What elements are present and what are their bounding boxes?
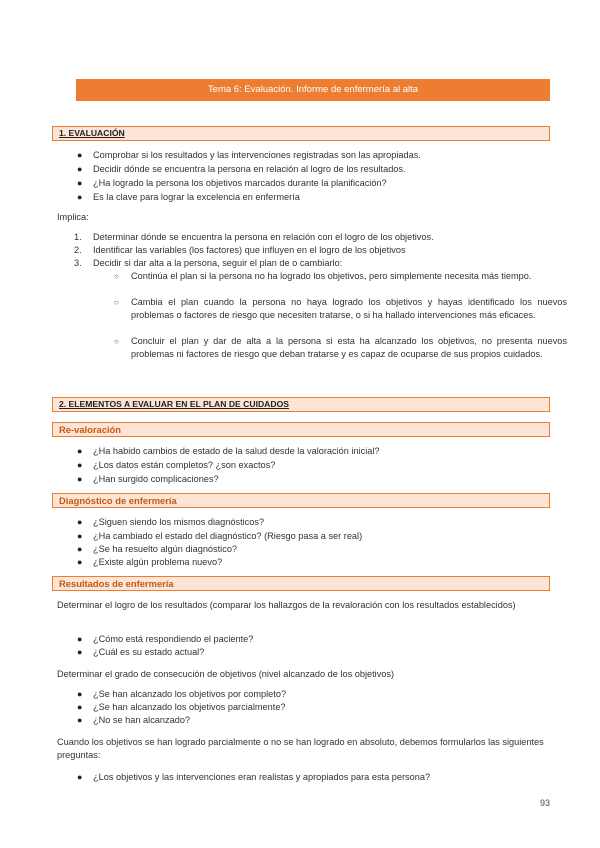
numbered-item <box>74 231 434 243</box>
circle-bullet-icon: ○ <box>114 298 119 307</box>
bullet-icon: ● <box>77 164 83 174</box>
bullet-icon: ● <box>77 557 83 567</box>
sub-list-item <box>114 296 567 322</box>
sub-list-item <box>114 335 567 361</box>
item-number: 2. <box>74 245 82 255</box>
list-item <box>77 646 205 658</box>
list-item <box>77 516 265 528</box>
list-item-text: ¿Ha logrado la persona los objetivos marcados durante la planificación? <box>93 178 387 188</box>
subsection-heading-resultados: Resultados de enfermería <box>52 576 550 591</box>
list-item-text: ¿Se han alcanzado los objetivos parcialmente? <box>93 702 286 712</box>
numbered-item-text: Determinar dónde se encuentra la persona en relación con el logro de los objetivos. <box>93 232 434 242</box>
list-item-text: ¿Se han alcanzado los objetivos por completo? <box>93 689 287 699</box>
numbered-item-text: Identificar las variables (los factores) que influyen en el logro de los objetivos <box>93 245 406 255</box>
bullet-icon: ● <box>77 531 83 541</box>
list-item <box>77 543 238 555</box>
subsection-heading-diagnostico: Diagnóstico de enfermería <box>52 493 550 508</box>
list-item <box>77 530 363 542</box>
list-item-text: ¿Ha habido cambios de estado de la salud desde la valoración inicial? <box>93 446 380 456</box>
bullet-icon: ● <box>77 647 83 657</box>
bullet-icon: ● <box>77 702 83 712</box>
list-item <box>77 688 287 700</box>
list-item <box>77 556 223 568</box>
list-item-text: ¿Cómo está respondiendo el paciente? <box>93 634 254 644</box>
list-item <box>77 191 300 203</box>
bullet-icon: ● <box>77 474 83 484</box>
item-number: 3. <box>74 258 82 268</box>
bullet-icon: ● <box>77 446 83 456</box>
circle-bullet-icon: ○ <box>114 337 119 346</box>
circle-bullet-icon: ○ <box>114 272 119 281</box>
bullet-icon: ● <box>77 150 83 160</box>
paragraph: Determinar el logro de los resultados (comparar los hallazgos de la revaloración con los resultados establecidos) <box>57 600 516 610</box>
list-item-text: Es la clave para lograr la excelencia en enfermería <box>93 192 300 202</box>
list-item <box>77 445 380 457</box>
list-item-text: ¿Existe algún problema nuevo? <box>93 557 223 567</box>
list-item <box>77 714 191 726</box>
list-item-text: ¿Han surgido complicaciones? <box>93 474 219 484</box>
list-item-text: ¿Los objetivos y las intervenciones eran realistas y apropiados para esta persona? <box>93 772 431 782</box>
list-item-text: Comprobar si los resultados y las intervenciones registradas son las apropiadas. <box>93 150 421 160</box>
bullet-icon: ● <box>77 689 83 699</box>
section-heading-text: 2. ELEMENTOS A EVALUAR EN EL PLAN DE CUIDADOS <box>59 399 289 409</box>
paragraph: Determinar el grado de consecución de objetivos (nivel alcanzado de los objetivos) <box>57 669 395 679</box>
bullet-icon: ● <box>77 192 83 202</box>
list-item <box>77 163 406 175</box>
sub-list-item-text: Cambia el plan cuando la persona no haya logrado los objetivos y hayas identificado los nuevos problemas o factores de riesgo que necesiten tratarse, o si ha hallado intervenciones más eficaces. <box>131 297 567 320</box>
list-item <box>77 177 387 189</box>
list-item-text: Decidir dónde se encuentra la persona en relación al logro de los resultados. <box>93 164 406 174</box>
list-item-text: ¿No se han alcanzado? <box>93 715 191 725</box>
list-item-text: ¿Siguen siendo los mismos diagnósticos? <box>93 517 265 527</box>
sub-list-item-text: Concluir el plan y dar de alta a la persona si esta ha alcanzado los objetivos, no presenta nuevos problemas ni factores de riesgo que deban tratarse y es capaz de ocuparse de sus propios cuidados. <box>131 336 567 359</box>
implica-label: Implica: <box>57 212 89 222</box>
subsection-heading-revaloracion: Re-valoración <box>52 422 550 437</box>
paragraph: Cuando los objetivos se han logrado parcialmente o no se han logrado en absoluto, debemos formularlos las siguientes preguntas: <box>57 737 544 760</box>
list-item <box>77 473 219 485</box>
list-item-text: ¿Ha cambiado el estado del diagnóstico? (Riesgo pasa a ser real) <box>93 531 363 541</box>
list-item-text: ¿Se ha resuelto algún diagnóstico? <box>93 544 238 554</box>
item-number: 1. <box>74 232 82 242</box>
bullet-icon: ● <box>77 460 83 470</box>
numbered-item-text: Decidir si dar alta a la persona, seguir el plan de o cambiarlo: <box>93 258 343 268</box>
bullet-icon: ● <box>77 544 83 554</box>
numbered-item <box>74 257 343 269</box>
bullet-icon: ● <box>77 772 83 782</box>
list-item <box>77 459 276 471</box>
list-item-text: ¿Cuál es su estado actual? <box>93 647 205 657</box>
bullet-icon: ● <box>77 715 83 725</box>
list-item-text: ¿Los datos están completos? ¿son exactos? <box>93 460 276 470</box>
numbered-item <box>74 244 406 256</box>
list-item <box>77 633 254 645</box>
section-heading-text: 1. EVALUACIÓN <box>59 128 125 138</box>
list-item <box>77 149 421 161</box>
section-heading-evaluacion <box>52 126 550 141</box>
list-item <box>77 771 431 783</box>
section-heading-elementos <box>52 397 550 412</box>
bullet-icon: ● <box>77 178 83 188</box>
chapter-banner: Tema 6: Evaluación. Informe de enfermería al alta <box>76 79 550 101</box>
sub-list-item-text: Continúa el plan si la persona no ha logrado los objetivos, pero simplemente necesita más tiempo. <box>131 271 532 281</box>
sub-list-item <box>114 270 567 283</box>
list-item <box>77 701 286 713</box>
bullet-icon: ● <box>77 517 83 527</box>
bullet-icon: ● <box>77 634 83 644</box>
page-number: 93 <box>539 798 550 808</box>
